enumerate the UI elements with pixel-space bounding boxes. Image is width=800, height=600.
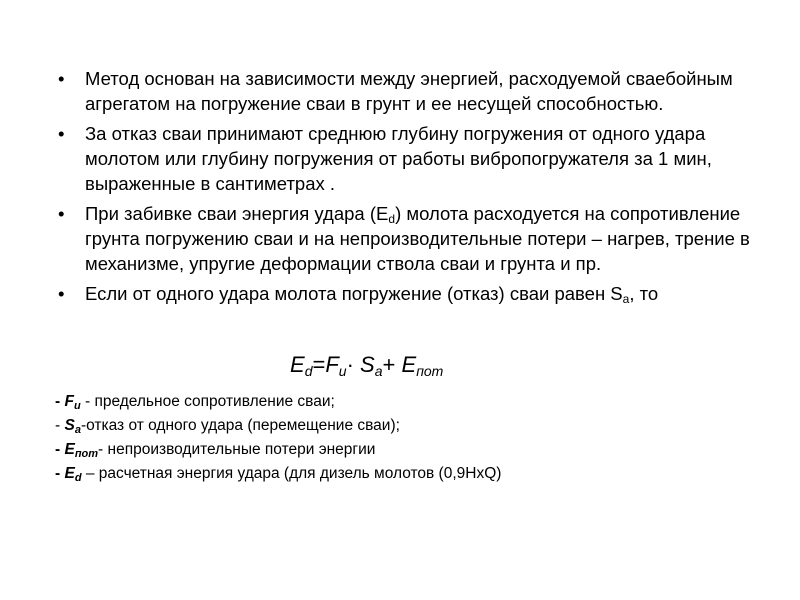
bullet-text-after: , то xyxy=(629,283,659,304)
legend-row-sa xyxy=(55,414,775,438)
legend-subscript: d xyxy=(74,472,82,484)
formula-subscript-u: u xyxy=(338,363,347,379)
legend-prefix: - xyxy=(55,417,65,434)
formula-equals: = xyxy=(312,352,326,377)
legend-description: – расчетная энергия удара (для дизель молотов (0,9HxQ) xyxy=(81,465,502,482)
formula-dot: · xyxy=(346,352,361,377)
bullet-subscript: d xyxy=(388,212,396,226)
formula-subscript-pot: пот xyxy=(416,363,444,379)
formula-symbol-f: F xyxy=(325,352,339,377)
legend-row-fu xyxy=(55,390,775,414)
legend-prefix: - xyxy=(55,393,65,410)
legend-subscript: пот xyxy=(74,448,99,460)
energy-formula xyxy=(290,351,443,379)
legend-description: -отказ от одного удара (перемещение сваи); xyxy=(80,417,400,434)
bullet-item-refusal xyxy=(55,121,775,196)
bullet-marker: • xyxy=(58,283,65,304)
symbol-legend xyxy=(55,390,775,486)
bullet-marker: • xyxy=(58,203,65,224)
bullet-text-after: ) молота расходуется на сопротивление грунта погружению сваи и на непроизводительные потери – нагрев, трение в механизме, упругие деформации ствола сваи и грунта и пр. xyxy=(85,203,750,274)
bullet-marker: • xyxy=(58,123,65,144)
formula-subscript-d: d xyxy=(304,363,313,379)
legend-row-epot xyxy=(55,438,775,462)
formula-symbol-s: S xyxy=(360,352,375,377)
formula-plus: + xyxy=(382,352,402,377)
legend-symbol: F xyxy=(64,393,74,410)
bullet-marker: • xyxy=(58,68,65,89)
legend-prefix: - xyxy=(55,465,65,482)
bullet-text-before: При забивке сваи энергия удара (E xyxy=(85,203,389,224)
bullet-text: Метод основан на зависимости между энергией, расходуемой сваебойным агрегатом на погружение сваи в грунт и ее несущей способностью. xyxy=(85,68,733,114)
formula-subscript-a: a xyxy=(374,363,383,379)
legend-symbol: E xyxy=(64,441,75,458)
formula-symbol-e: E xyxy=(290,352,305,377)
bullet-subscript: a xyxy=(622,292,630,306)
legend-description: - непроизводительные потери энергии xyxy=(98,441,376,458)
legend-subscript: u xyxy=(73,400,81,412)
bullet-item-method xyxy=(55,66,775,116)
legend-symbol: E xyxy=(64,465,75,482)
legend-description: - предельное сопротивление сваи; xyxy=(80,393,335,410)
legend-row-ed xyxy=(55,462,775,486)
bullet-text-before: Если от одного удара молота погружение (отказ) сваи равен S xyxy=(85,283,623,304)
bullet-item-energy xyxy=(55,201,775,276)
legend-prefix: - xyxy=(55,441,65,458)
legend-symbol: S xyxy=(64,417,75,434)
bullet-item-condition xyxy=(55,281,775,306)
bullet-list xyxy=(55,66,775,311)
bullet-text: За отказ сваи принимают среднюю глубину погружения от одного удара молотом или глубину погружения от работы вибропогружателя за 1 мин, выраженные в сантиметрах . xyxy=(85,123,712,194)
legend-subscript: a xyxy=(74,424,81,436)
formula-symbol-e2: E xyxy=(401,352,417,377)
